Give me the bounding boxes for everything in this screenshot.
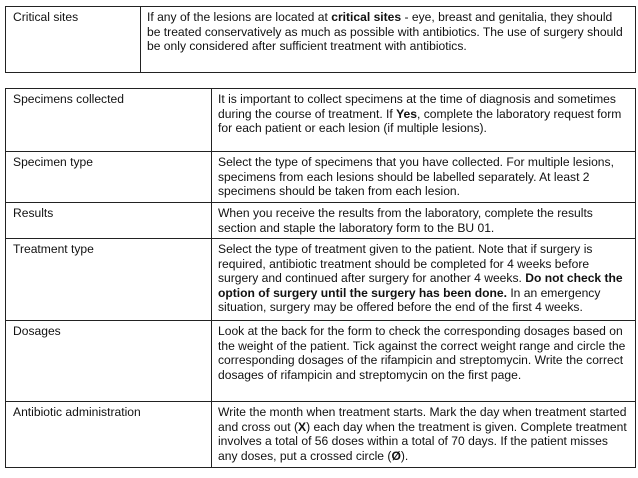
row-label: Specimens collected <box>6 89 212 152</box>
table-row <box>6 7 636 73</box>
text-run: , complete the laboratory request form for each patient or each lesion (if multiple lesions). <box>218 106 622 136</box>
table-row <box>6 239 636 321</box>
bold-text-run: critical sites <box>331 10 402 24</box>
row-label: Critical sites <box>6 7 141 73</box>
text-run: Write the month when treatment starts. Mark the day when treatment started and cross out ( <box>218 405 627 434</box>
table-row <box>6 402 636 468</box>
bold-text-run: X <box>298 419 307 434</box>
row-label: Specimen type <box>6 152 212 203</box>
bold-text-run: Ø <box>391 448 401 463</box>
row-description <box>212 203 636 239</box>
table-row <box>6 203 636 239</box>
row-description <box>212 402 636 468</box>
row-label: Dosages <box>6 321 212 402</box>
text-run: When you receive the results from the laboratory, complete the results section and staple the laboratory form to the BU 01. <box>218 206 593 235</box>
text-run: If any of the lesions are located at <box>147 10 332 24</box>
table-row <box>6 89 636 152</box>
text-run: In an emergency situation, surgery may be offered before the end of the first 4 weeks. <box>218 285 601 315</box>
row-description <box>212 89 636 152</box>
bold-text-run: Yes <box>396 106 418 121</box>
text-run: Select the type of specimens that you have collected. For multiple lesions, specimens from each lesions should be labelled separately. At least 2 specimens should be taken from each lesion. <box>218 155 614 199</box>
text-run: It is important to collect specimens at the time of diagnosis and sometimes during the course of treatment. If <box>218 92 616 121</box>
text-run: ). <box>400 448 409 463</box>
text-run: ) each day when the treatment is given. Complete treatment involves a total of 56 doses within a total of 70 days. If the patient misses any doses, put a crossed circle ( <box>218 419 627 463</box>
text-run: - eye, breast and genitalia, they should be treated conservatively as much as possible with antibiotics. The use of surgery should be only considered after sufficient treatment with antibiotics. <box>147 10 623 54</box>
table-row <box>6 321 636 402</box>
row-description <box>212 321 636 402</box>
row-description <box>141 7 636 73</box>
row-label: Antibiotic administration <box>6 402 212 468</box>
row-label: Treatment type <box>6 239 212 321</box>
instructions-table <box>5 88 636 468</box>
critical-sites-table <box>5 6 636 73</box>
bold-text-run: Do not check the option of surgery until the surgery has been done. <box>218 271 623 300</box>
row-description <box>212 239 636 321</box>
text-run: Look at the back for the form to check the corresponding dosages based on the weight of the patient. Tick against the correct weight range and circle the corresponding dosages of the rifampicin and streptomycin. Write the correct dosages of rifampicin and streptomycin on the first page. <box>218 324 626 382</box>
row-description <box>212 152 636 203</box>
table-row <box>6 152 636 203</box>
text-run: Select the type of treatment given to the patient. Note that if surgery is required, antibiotic treatment should be completed for 4 weeks before surgery and continued after surgery for another 4 weeks. <box>218 242 593 286</box>
row-label: Results <box>6 203 212 239</box>
